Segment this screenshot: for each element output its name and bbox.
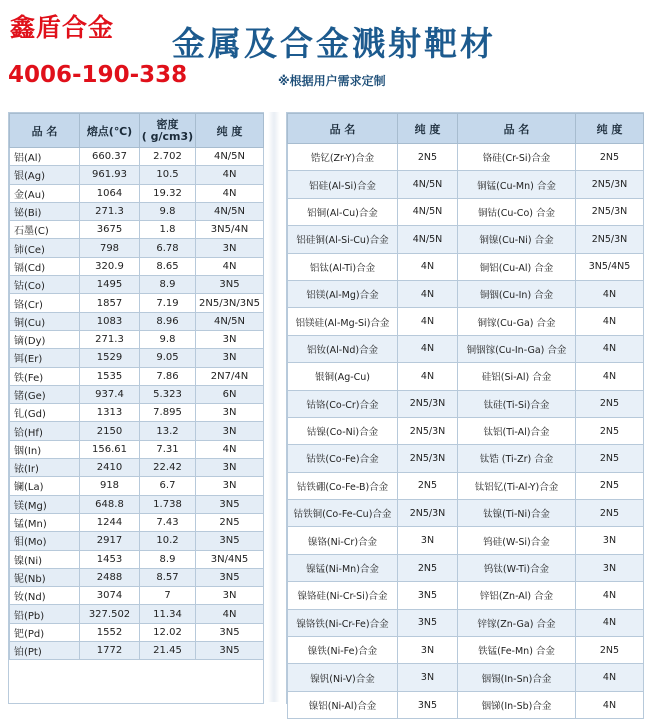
cell-density: 22.42 (140, 459, 196, 477)
cell-melting-point: 648.8 (80, 495, 140, 513)
alloys-table (287, 113, 644, 719)
pure-metals-table (9, 113, 264, 660)
cell-melting-point: 1857 (80, 294, 140, 312)
cell-alloy-name: 铜钴(Cu-Co) 合金 (458, 198, 576, 225)
cell-alloy-name: 钛锆 (Ti-Zr) 合金 (458, 445, 576, 472)
table-row (288, 554, 644, 581)
cell-alloy-name: 铝钛(Al-Ti)合金 (288, 253, 398, 280)
cell-name: 铟(In) (10, 440, 80, 458)
cell-alloy-name: 铜锰(Cu-Mn) 合金 (458, 171, 576, 198)
cell-purity: 4N (576, 609, 644, 636)
table-row (10, 221, 264, 239)
col-header-name-1: 品 名 (288, 114, 398, 144)
table-row (10, 294, 264, 312)
brand-name: 鑫盾合金 (10, 13, 115, 42)
cell-density: 8.9 (140, 550, 196, 568)
cell-purity: 2N5 (398, 144, 458, 171)
cell-alloy-name: 镍铬(Ni-Cr)合金 (288, 527, 398, 554)
cell-purity: 4N (576, 335, 644, 362)
cell-density: 19.32 (140, 184, 196, 202)
table-row (10, 349, 264, 367)
cell-alloy-name: 镍铁(Ni-Fe)合金 (288, 637, 398, 664)
table-row (288, 609, 644, 636)
cell-density: 7 (140, 587, 196, 605)
cell-purity: 3N5 (196, 568, 264, 586)
cell-purity: 2N5/3N (576, 171, 644, 198)
cell-melting-point: 2150 (80, 422, 140, 440)
cell-name: 铱(Ir) (10, 459, 80, 477)
cell-purity: 3N (196, 239, 264, 257)
cell-density: 7.19 (140, 294, 196, 312)
table-row (10, 623, 264, 641)
cell-melting-point: 1495 (80, 276, 140, 294)
table-row (288, 363, 644, 390)
cell-melting-point: 918 (80, 477, 140, 495)
cell-purity: 4N (576, 280, 644, 307)
cell-purity: 4N (398, 363, 458, 390)
cell-purity: 4N/5N (196, 148, 264, 166)
cell-alloy-name: 铝硅铜(Al-Si-Cu)合金 (288, 226, 398, 253)
cell-purity: 2N5 (576, 472, 644, 499)
table-header-row (10, 114, 264, 148)
cell-alloy-name: 铜镍(Cu-Ni) 合金 (458, 226, 576, 253)
cell-melting-point: 1083 (80, 312, 140, 330)
table-row (10, 257, 264, 275)
cell-melting-point: 156.61 (80, 440, 140, 458)
cell-alloy-name: 镍铝(Ni-Al)合金 (288, 691, 398, 718)
cell-density: 5.323 (140, 385, 196, 403)
cell-purity: 2N5 (398, 554, 458, 581)
cell-purity: 2N5 (576, 144, 644, 171)
cell-melting-point: 3675 (80, 221, 140, 239)
cell-melting-point: 1552 (80, 623, 140, 641)
cell-name: 钕(Nd) (10, 587, 80, 605)
cell-name: 铪(Hf) (10, 422, 80, 440)
cell-name: 锗(Ge) (10, 385, 80, 403)
cell-purity: 2N5/3N (576, 226, 644, 253)
cell-purity: 3N (398, 527, 458, 554)
cell-name: 锰(Mn) (10, 513, 80, 531)
cell-density: 2.702 (140, 148, 196, 166)
cell-purity: 2N5/3N/3N5 (196, 294, 264, 312)
table-row (10, 477, 264, 495)
cell-purity: 4N (398, 280, 458, 307)
cell-purity: 4N (576, 691, 644, 718)
cell-alloy-name: 锌铝(Zn-Al) 合金 (458, 582, 576, 609)
cell-purity: 3N5 (398, 582, 458, 609)
cell-density: 9.8 (140, 330, 196, 348)
cell-melting-point: 271.3 (80, 202, 140, 220)
table-row (10, 184, 264, 202)
cell-name: 铌(Nb) (10, 568, 80, 586)
cell-density: 7.43 (140, 513, 196, 531)
cell-density: 7.895 (140, 404, 196, 422)
cell-melting-point: 937.4 (80, 385, 140, 403)
table-row (10, 367, 264, 385)
cell-purity: 2N5 (576, 500, 644, 527)
cell-melting-point: 2917 (80, 532, 140, 550)
cell-density: 8.96 (140, 312, 196, 330)
cell-purity: 3N5 (196, 495, 264, 513)
cell-name: 银(Ag) (10, 166, 80, 184)
cell-alloy-name: 银铜(Ag-Cu) (288, 363, 398, 390)
table-row (10, 166, 264, 184)
col-header-melting-point: 熔点(℃) (80, 114, 140, 148)
table-row (10, 642, 264, 660)
col-header-name-2: 品 名 (458, 114, 576, 144)
cell-name: 钴(Co) (10, 276, 80, 294)
table-row (10, 276, 264, 294)
cell-name: 铬(Cr) (10, 294, 80, 312)
table-row (10, 385, 264, 403)
table-row (10, 330, 264, 348)
cell-name: 镝(Dy) (10, 330, 80, 348)
table-row (288, 637, 644, 664)
col-header-purity-2: 纯 度 (576, 114, 644, 144)
cell-purity: 4N (398, 335, 458, 362)
table-row (10, 404, 264, 422)
cell-density: 21.45 (140, 642, 196, 660)
cell-alloy-name: 铁锰(Fe-Mn) 合金 (458, 637, 576, 664)
table-row (288, 527, 644, 554)
cell-purity: 3N (398, 664, 458, 691)
col-header-purity-1: 纯 度 (398, 114, 458, 144)
cell-purity: 3N5 (196, 532, 264, 550)
cell-density: 10.5 (140, 166, 196, 184)
cell-purity: 3N (196, 459, 264, 477)
cell-purity: 3N (196, 587, 264, 605)
cell-density: 8.65 (140, 257, 196, 275)
cell-density: 1.738 (140, 495, 196, 513)
cell-alloy-name: 铬硅(Cr-Si)合金 (458, 144, 576, 171)
cell-alloy-name: 锆钇(Zr-Y)合金 (288, 144, 398, 171)
table-row (288, 144, 644, 171)
cell-name: 铜(Cu) (10, 312, 80, 330)
cell-purity: 4N (398, 253, 458, 280)
cell-melting-point: 961.93 (80, 166, 140, 184)
panel-divider (268, 112, 280, 702)
cell-purity: 4N (398, 308, 458, 335)
cell-melting-point: 2410 (80, 459, 140, 477)
cell-density: 8.9 (140, 276, 196, 294)
cell-name: 镧(La) (10, 477, 80, 495)
cell-purity: 2N5/3N (398, 417, 458, 444)
cell-purity: 4N/5N (398, 198, 458, 225)
cell-alloy-name: 铜镓(Cu-Ga) 合金 (458, 308, 576, 335)
cell-alloy-name: 钛铝(Ti-Al)合金 (458, 417, 576, 444)
cell-purity: 2N5/3N (398, 500, 458, 527)
cell-purity: 3N (576, 554, 644, 581)
cell-purity: 2N7/4N (196, 367, 264, 385)
cell-purity: 3N (196, 404, 264, 422)
cell-name: 铒(Er) (10, 349, 80, 367)
table-row (10, 495, 264, 513)
cell-purity: 2N5 (576, 637, 644, 664)
table-row (10, 440, 264, 458)
cell-density: 12.02 (140, 623, 196, 641)
cell-alloy-name: 镍铬铁(Ni-Cr-Fe)合金 (288, 609, 398, 636)
cell-purity: 4N (576, 308, 644, 335)
cell-alloy-name: 钴铁铜(Co-Fe-Cu)合金 (288, 500, 398, 527)
table-row (288, 417, 644, 444)
cell-alloy-name: 硅铝(Si-Al) 合金 (458, 363, 576, 390)
table-row (288, 582, 644, 609)
cell-alloy-name: 镍锰(Ni-Mn)合金 (288, 554, 398, 581)
cell-purity: 3N (576, 527, 644, 554)
cell-purity: 4N (576, 363, 644, 390)
cell-purity: 2N5 (196, 513, 264, 531)
cell-purity: 4N (196, 440, 264, 458)
cell-name: 铂(Pt) (10, 642, 80, 660)
cell-melting-point: 3074 (80, 587, 140, 605)
table-row (288, 171, 644, 198)
cell-purity: 4N/5N (398, 226, 458, 253)
cell-melting-point: 2488 (80, 568, 140, 586)
cell-purity: 3N5/4N5 (576, 253, 644, 280)
cell-alloy-name: 铜铟镓(Cu-In-Ga) 合金 (458, 335, 576, 362)
cell-alloy-name: 钴铁硼(Co-Fe-B)合金 (288, 472, 398, 499)
table-row (288, 280, 644, 307)
cell-name: 铈(Ce) (10, 239, 80, 257)
cell-purity: 3N5 (196, 276, 264, 294)
table-row (10, 532, 264, 550)
table-row (10, 202, 264, 220)
cell-alloy-name: 钛镍(Ti-Ni)合金 (458, 500, 576, 527)
cell-purity: 4N (196, 184, 264, 202)
cell-melting-point: 271.3 (80, 330, 140, 348)
cell-alloy-name: 铝铜(Al-Cu)合金 (288, 198, 398, 225)
cell-melting-point: 1064 (80, 184, 140, 202)
table-row (288, 664, 644, 691)
table-row (10, 568, 264, 586)
cell-melting-point: 1535 (80, 367, 140, 385)
cell-alloy-name: 锌镓(Zn-Ga) 合金 (458, 609, 576, 636)
cell-name: 金(Au) (10, 184, 80, 202)
table-header-row (288, 114, 644, 144)
cell-purity: 2N5/3N (398, 445, 458, 472)
cell-density: 6.78 (140, 239, 196, 257)
cell-purity: 3N/4N5 (196, 550, 264, 568)
cell-name: 镉(Cd) (10, 257, 80, 275)
cell-density: 9.8 (140, 202, 196, 220)
col-header-purity: 纯 度 (196, 114, 264, 148)
cell-purity: 4N/5N (196, 202, 264, 220)
cell-name: 钯(Pd) (10, 623, 80, 641)
cell-alloy-name: 镍钒(Ni-V)合金 (288, 664, 398, 691)
table-row (288, 308, 644, 335)
cell-alloy-name: 铟锡(In-Sn)合金 (458, 664, 576, 691)
cell-purity: 2N5/3N (398, 390, 458, 417)
table-row (10, 239, 264, 257)
cell-name: 镁(Mg) (10, 495, 80, 513)
cell-purity: 3N5 (398, 691, 458, 718)
cell-purity: 3N5 (196, 623, 264, 641)
cell-density: 8.57 (140, 568, 196, 586)
cell-purity: 4N (196, 605, 264, 623)
cell-purity: 3N (196, 349, 264, 367)
cell-alloy-name: 铜铝(Cu-Al) 合金 (458, 253, 576, 280)
table-row (288, 691, 644, 718)
table-row (288, 226, 644, 253)
cell-density: 10.2 (140, 532, 196, 550)
cell-alloy-name: 钴铬(Co-Cr)合金 (288, 390, 398, 417)
col-header-name: 品 名 (10, 114, 80, 148)
table-row (10, 148, 264, 166)
cell-alloy-name: 钨硅(W-Si)合金 (458, 527, 576, 554)
cell-alloy-name: 钨钛(W-Ti)合金 (458, 554, 576, 581)
cell-alloy-name: 钛硅(Ti-Si)合金 (458, 390, 576, 417)
cell-name: 石墨(C) (10, 221, 80, 239)
cell-alloy-name: 铝硅(Al-Si)合金 (288, 171, 398, 198)
cell-melting-point: 798 (80, 239, 140, 257)
table-row (288, 335, 644, 362)
pure-metals-table-panel (8, 112, 264, 704)
cell-name: 钆(Gd) (10, 404, 80, 422)
table-row (288, 198, 644, 225)
cell-purity: 4N (576, 582, 644, 609)
cell-purity: 3N5 (398, 609, 458, 636)
page-subtitle: ※根据用户需求定制 (278, 74, 386, 88)
cell-alloy-name: 钛铝钇(Ti-Al-Y)合金 (458, 472, 576, 499)
table-row (288, 253, 644, 280)
table-row (10, 550, 264, 568)
cell-density: 9.05 (140, 349, 196, 367)
cell-alloy-name: 铝镁(Al-Mg)合金 (288, 280, 398, 307)
cell-purity: 4N (196, 166, 264, 184)
cell-density: 11.34 (140, 605, 196, 623)
cell-density: 6.7 (140, 477, 196, 495)
cell-purity: 2N5 (576, 417, 644, 444)
cell-melting-point: 1313 (80, 404, 140, 422)
page-title: 金属及合金溅射靶材 (172, 24, 496, 63)
cell-purity: 4N/5N (196, 312, 264, 330)
cell-alloy-name: 钴铁(Co-Fe)合金 (288, 445, 398, 472)
table-row (10, 312, 264, 330)
cell-purity: 2N5 (398, 472, 458, 499)
cell-purity: 4N (576, 664, 644, 691)
cell-name: 钼(Mo) (10, 532, 80, 550)
cell-alloy-name: 铟锑(In-Sb)合金 (458, 691, 576, 718)
table-row (288, 472, 644, 499)
cell-purity: 4N/5N (398, 171, 458, 198)
cell-density: 13.2 (140, 422, 196, 440)
cell-purity: 3N (196, 422, 264, 440)
cell-name: 铁(Fe) (10, 367, 80, 385)
cell-melting-point: 1529 (80, 349, 140, 367)
cell-name: 镍(Ni) (10, 550, 80, 568)
cell-name: 铝(Al) (10, 148, 80, 166)
cell-density: 1.8 (140, 221, 196, 239)
cell-melting-point: 1244 (80, 513, 140, 531)
table-row (10, 587, 264, 605)
cell-purity: 2N5 (576, 445, 644, 472)
cell-melting-point: 327.502 (80, 605, 140, 623)
cell-melting-point: 320.9 (80, 257, 140, 275)
cell-purity: 3N (196, 330, 264, 348)
cell-purity: 3N (196, 477, 264, 495)
table-row (10, 605, 264, 623)
cell-melting-point: 1453 (80, 550, 140, 568)
cell-alloy-name: 铝镁硅(Al-Mg-Si)合金 (288, 308, 398, 335)
table-row (10, 513, 264, 531)
cell-purity: 6N (196, 385, 264, 403)
cell-purity: 2N5/3N (576, 198, 644, 225)
cell-name: 铅(Pb) (10, 605, 80, 623)
cell-purity: 3N5/4N (196, 221, 264, 239)
alloys-table-panel (286, 112, 644, 712)
table-row (288, 500, 644, 527)
cell-alloy-name: 镍铬硅(Ni-Cr-Si)合金 (288, 582, 398, 609)
cell-alloy-name: 铜铟(Cu-In) 合金 (458, 280, 576, 307)
cell-purity: 4N (196, 257, 264, 275)
cell-melting-point: 1772 (80, 642, 140, 660)
table-row (10, 422, 264, 440)
cell-alloy-name: 钴镍(Co-Ni)合金 (288, 417, 398, 444)
phone-number: 4006-190-338 (8, 62, 188, 88)
cell-density: 7.31 (140, 440, 196, 458)
cell-alloy-name: 铝钕(Al-Nd)合金 (288, 335, 398, 362)
cell-purity: 3N (398, 637, 458, 664)
cell-purity: 2N5 (576, 390, 644, 417)
cell-density: 7.86 (140, 367, 196, 385)
table-row (10, 459, 264, 477)
cell-purity: 3N5 (196, 642, 264, 660)
cell-name: 铋(Bi) (10, 202, 80, 220)
table-row (288, 445, 644, 472)
cell-melting-point: 660.37 (80, 148, 140, 166)
table-row (288, 390, 644, 417)
col-header-density: 密度 ( g/cm3) (140, 114, 196, 148)
